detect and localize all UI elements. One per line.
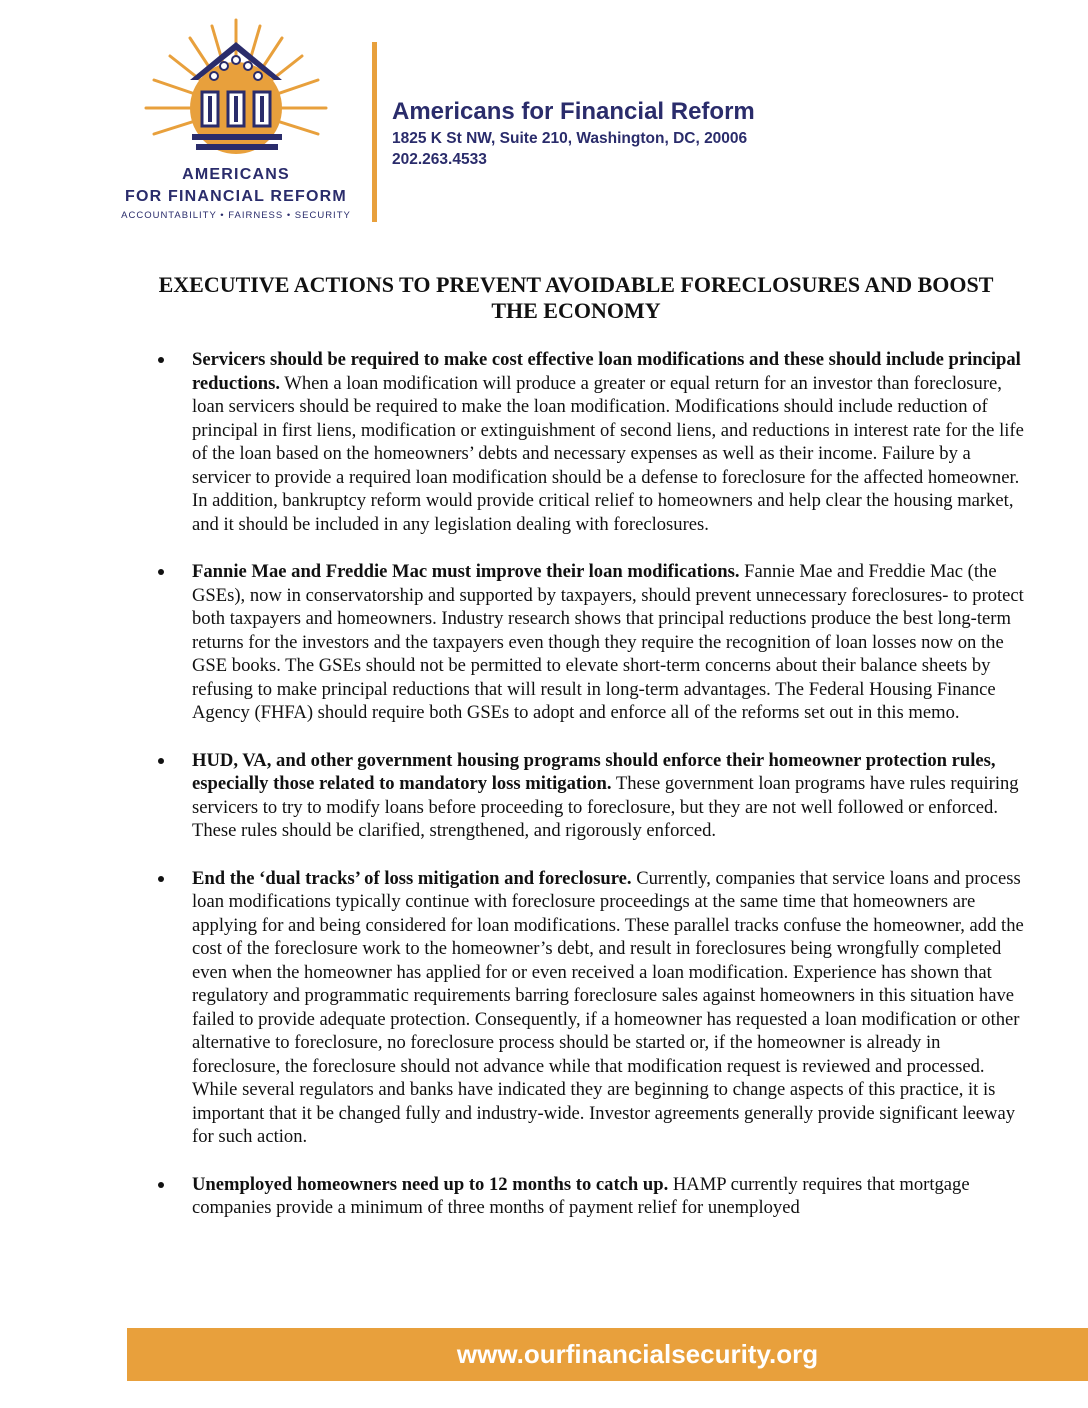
list-item [158,560,1028,725]
bullet-body: When a loan modification will produce a greater or equal return for an investor than foreclosure, loan servicers should be required to make the loan modification. Modifications should include reduction of principal in first liens, modification or extinguishment of second liens, and reductions in interest rate for the life of the loan based on the homeowners’ debts and necessary expenses as well as their income. Failure by a servicer to provide a required loan modification should be a defense to foreclosure for the affected homeowner. In addition, bankruptcy reform would provide critical relief to homeowners and help clear the housing market, and it should be included in any legislation dealing with foreclosures. [192,372,1024,535]
logo-text-line1: AMERICANS [182,166,290,183]
logo-text-line2: FOR FINANCIAL REFORM [125,188,347,205]
bullet-heading: Servicers should be required to make cost effective loan modifications and these should include principal reductions. [192,349,1021,394]
org-name: Americans for Financial Reform [392,98,755,125]
bullet-body: Currently, companies that service loans and process loan modifications typically continue with foreclosure proceedings at the same time that homeowners are applying for and being considered for loan modifications. These parallel tracks confuse the homeowner, add the cost of the foreclosure work to the homeowner’s debt, and result in foreclosures being wrongfully completed even when the homeowner has applied for or even received a loan modification. Experience has shown that regulatory and programmatic requirements barring foreclosure sales against homeowners in this situation have failed to provide adequate protection. Consequently, if a homeowner has requested a loan modification or other alternative to foreclosure, no foreclosure process should be started or, if the homeowner is already in foreclosure, the foreclosure should not advance while that modification request is reviewed and processed. While several regulators and banks have indicated they are beginning to change aspects of this practice, it is important that it be changed fully and industry-wide. Investor agreements generally provide significant leeway for such action. [192,867,1024,1147]
bullet-body: HAMP currently requires that mortgage companies provide a minimum of three months of payment relief for unemployed [192,1173,970,1218]
title-line-2: THE ECONOMY [491,298,661,323]
org-address: 1825 K St NW, Suite 210, Washington, DC, 20006 [392,130,748,147]
list-item [158,749,1028,843]
bullet-body: Fannie Mae and Freddie Mac (the GSEs), now in conservatorship and supported by taxpayers, should prevent unnecessary foreclosures- to protect both taxpayers and homeowners. Industry research shows that principal reductions produce the best long-term returns for the investors and the taxpayers even though they require the recognition of loan losses now on the GSE books. The GSEs should not be permitted to elevate short-term concerns about their balance sheets by refusing to make principal reductions that will result in long-term advantages. The Federal Housing Finance Agency (FHFA) should require both GSEs to adopt and enforce all of the reforms set out in this memo. [192,561,1024,723]
bullet-icon [158,357,164,363]
bullet-body: These government loan programs have rules requiring servicers to try to modify loans before proceeding to foreclosure, but they are not well followed or enforced. These rules should be clarified, strengthened, and rigorously enforced. [192,773,1019,841]
footer-url-link[interactable]: www.ourfinancialsecurity.org [456,1339,819,1369]
list-item [158,867,1028,1149]
bullet-heading: Fannie Mae and Freddie Mac must improve their loan modifications. [192,561,740,582]
footer-bar [127,1328,1088,1381]
recommendations-list [158,348,1028,1244]
bullet-icon [158,569,164,575]
org-contact-block [392,98,755,170]
document-title [120,272,1032,324]
bullet-icon [158,758,164,764]
bullet-icon [158,876,164,882]
bullet-heading: Unemployed homeowners need up to 12 months to catch up. [192,1173,669,1195]
header-divider [372,42,377,222]
bullet-heading: HUD, VA, and other government housing programs should enforce their homeowner protection rules, especially those related to mandatory loss mitigation. [192,749,996,794]
org-phone: 202.263.4533 [392,151,487,168]
title-line-1: EXECUTIVE ACTIONS TO PREVENT AVOIDABLE FORECLOSURES AND BOOST [158,272,994,297]
afr-logo [118,16,358,228]
logo-tagline: ACCOUNTABILITY • FAIRNESS • SECURITY [121,210,351,221]
list-item [158,348,1028,536]
bullet-heading: End the ‘dual tracks’ of loss mitigation and foreclosure. [192,867,632,889]
list-item [158,1173,1028,1220]
logo-emblem-icon [140,16,332,166]
bullet-icon [158,1182,164,1188]
